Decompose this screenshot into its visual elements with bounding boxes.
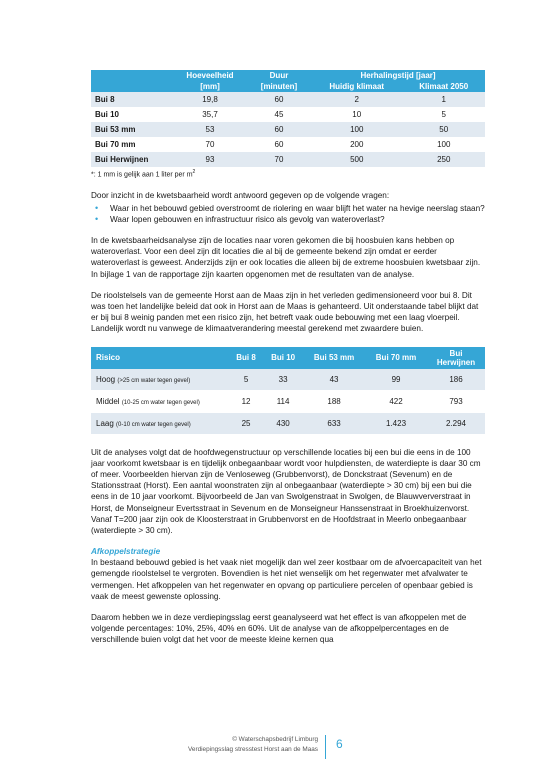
cell-value: 43: [303, 369, 365, 391]
row-label: Hoog (>25 cm water tegen gevel): [91, 369, 229, 391]
table-row: [91, 390, 485, 412]
cell-value: 2.294: [427, 412, 485, 434]
cell-value: 188: [303, 390, 365, 412]
header-huidig: Huidig klimaat: [311, 81, 402, 92]
document-page: [91, 70, 485, 646]
table-row: [91, 107, 485, 122]
table-row: [91, 152, 485, 167]
row-label: Laag (0-10 cm water tegen gevel): [91, 412, 229, 434]
cell-mm: 93: [173, 152, 247, 167]
header-bui8: Bui 8: [229, 347, 263, 369]
cell-2050: 250: [402, 152, 485, 167]
header-hoeveelheid: Hoeveelheid: [173, 70, 247, 81]
cell-value: 793: [427, 390, 485, 412]
cell-huidig: 2: [311, 92, 402, 107]
cell-2050: 5: [402, 107, 485, 122]
row-label: Bui 10: [91, 107, 173, 122]
rainfall-table: [91, 70, 485, 167]
cell-huidig: 10: [311, 107, 402, 122]
cell-huidig: 200: [311, 137, 402, 152]
row-label: Middel (10-25 cm water tegen gevel): [91, 390, 229, 412]
row-label: Bui 70 mm: [91, 137, 173, 152]
cell-min: 70: [247, 152, 311, 167]
table-header-empty: [91, 70, 173, 92]
cell-min: 60: [247, 92, 311, 107]
section-heading: Afkoppelstrategie: [91, 547, 161, 557]
cell-value: 25: [229, 412, 263, 434]
cell-2050: 100: [402, 137, 485, 152]
cell-value: 430: [263, 412, 303, 434]
cell-mm: 35,7: [173, 107, 247, 122]
header-klimaat-2050: Klimaat 2050: [402, 81, 485, 92]
cell-value: 33: [263, 369, 303, 391]
footer-divider: [325, 735, 326, 759]
row-label: Bui 8: [91, 92, 173, 107]
page-number: 6: [336, 737, 343, 751]
header-bui70: Bui 70 mm: [365, 347, 427, 369]
cell-value: 422: [365, 390, 427, 412]
table-row: [91, 137, 485, 152]
paragraph: Uit de analyses volgt dat de hoofdwegenstructuur op verschillende locaties bij een bui die eens in de 100 jaar voorkomt kwetsbaar is en tijdelijk onbegaanbaar wordt voor hulpdiensten, de waterdiepte is daar 30 cm of meer. Voorbeelden hiervan zijn de Venloseweg (Grubbenvorst), de Donckstraat (Sevenum) en de Stationsstraat (Horst). Een aantal woonstraten zijn al onbegaanbaar (waterdiepte > 30 cm) bij een bui die eens in de 10 jaar voorkomt. Bijvoorbeeld de Jan van Swolgenstraat in Swolgen, de Blauwververstraat in Horst, de Monseigneur Evertsstraat in Sevenum en de Monseigneur Hanssenstraat in Broekhuizenvorst. Vanaf T=200 jaar zijn ook de Kloosterstraat in Grubbenvorst en de Hoofdstraat in Meerlo onbegaanbaar (waterdiepte > 30 cm).: [91, 447, 481, 535]
bullet-icon: •: [95, 202, 99, 213]
cell-mm: 70: [173, 137, 247, 152]
header-hoeveelheid-unit: [mm]: [173, 81, 247, 92]
cell-huidig: 100: [311, 122, 402, 137]
footer-subtitle: Verdiepingsslag stresstest Horst aan de Maas: [187, 746, 318, 753]
cell-min: 60: [247, 122, 311, 137]
header-bui53: Bui 53 mm: [303, 347, 365, 369]
cell-min: 60: [247, 137, 311, 152]
cell-min: 45: [247, 107, 311, 122]
header-herwijnen: Bui Herwijnen: [427, 347, 485, 369]
table-row: [91, 412, 485, 434]
risk-table: [91, 347, 485, 435]
cell-2050: 50: [402, 122, 485, 137]
row-label: Bui Herwijnen: [91, 152, 173, 167]
paragraph: Daarom hebben we in deze verdiepingsslag eerst geanalyseerd wat het effect is van afkoppelen met de volgende percentages: 10%, 25%, 40% en 60%. Uit de analyse van de afkoppelpercentages en de verschillende buien volgt dat het voor de meeste kleine kernen qua: [91, 613, 467, 645]
bullet-icon: •: [95, 213, 99, 224]
table-row: [91, 369, 485, 391]
cell-value: 114: [263, 390, 303, 412]
cell-mm: 53: [173, 122, 247, 137]
list-item: • Waar in het bebouwd gebied overstroomt de riolering en waar blijft het water na hevige neerslag staan?: [95, 202, 485, 213]
intro-text: Door inzicht in de kwetsbaarheid wordt antwoord gegeven op de volgende vragen:: [91, 191, 390, 201]
cell-value: 186: [427, 369, 485, 391]
cell-huidig: 500: [311, 152, 402, 167]
paragraph: De rioolstelsels van de gemeente Horst aan de Maas zijn in het verleden gedimensioneerd voor bui 8. Dit was toen het landelijke beleid dat ook in Horst aan de Maas is gehanteerd. Uit onderstaande tabel blijkt dat er bij bui 8 weinig panden met een risico zijn, het betreft vaak oude bebouwing met een laag vloerpeil. Landelijk wordt nu vanwege de klimaatverandering meestal gerekend met zwaardere buien.: [91, 290, 479, 334]
cell-mm: 19,8: [173, 92, 247, 107]
page-footer: [0, 735, 544, 765]
list-item: • Waar lopen gebouwen en infrastructuur risico als gevolg van wateroverlast?: [95, 213, 385, 224]
header-bui10: Bui 10: [263, 347, 303, 369]
footer-organization: © Waterschapsbedrijf Limburg: [232, 736, 318, 743]
question-list: [91, 203, 485, 225]
table-row: [91, 122, 485, 137]
row-label: Bui 53 mm: [91, 122, 173, 137]
table-row: [91, 92, 485, 107]
cell-value: 633: [303, 412, 365, 434]
paragraph: In bestaand bebouwd gebied is het vaak niet mogelijk dan wel zeer kostbaar om de afvoercapaciteit van het gemengde rioolstelsel te vergroten. Bovendien is het niet wenselijk om het regenwater met afvalwater te vermengen. Het afkoppelen van het regenwater en opvang op particuliere percelen of openbaar gebied is vaak de meest gewenste oplossing.: [91, 558, 482, 601]
cell-value: 12: [229, 390, 263, 412]
cell-2050: 1: [402, 92, 485, 107]
header-herhalingstijd: Herhalingstijd [jaar]: [311, 70, 485, 81]
cell-value: 99: [365, 369, 427, 391]
table-footnote: *: 1 mm is gelijk aan 1 liter per $m^2$: [91, 169, 196, 179]
header-duur-unit: [minuten]: [247, 81, 311, 92]
cell-value: 1.423: [365, 412, 427, 434]
header-risico: Risico: [91, 347, 229, 369]
header-duur: Duur: [247, 70, 311, 81]
paragraph: In de kwetsbaarheidsanalyse zijn de locaties naar voren gekomen die bij hoosbuien kans hebben op wateroverlast. Voor een deel zijn dit locaties die al bij de gemeente bekend zijn omdat er eerder wateroverlast is geweest. Anderzijds zijn er ook locaties die alleen bij de extreme hoosbuien kwetsbaar zijn. In bijlage 1 van de rapportage zijn kaarten opgenomen met de resultaten van de analyse.: [91, 235, 481, 279]
cell-value: 5: [229, 369, 263, 391]
